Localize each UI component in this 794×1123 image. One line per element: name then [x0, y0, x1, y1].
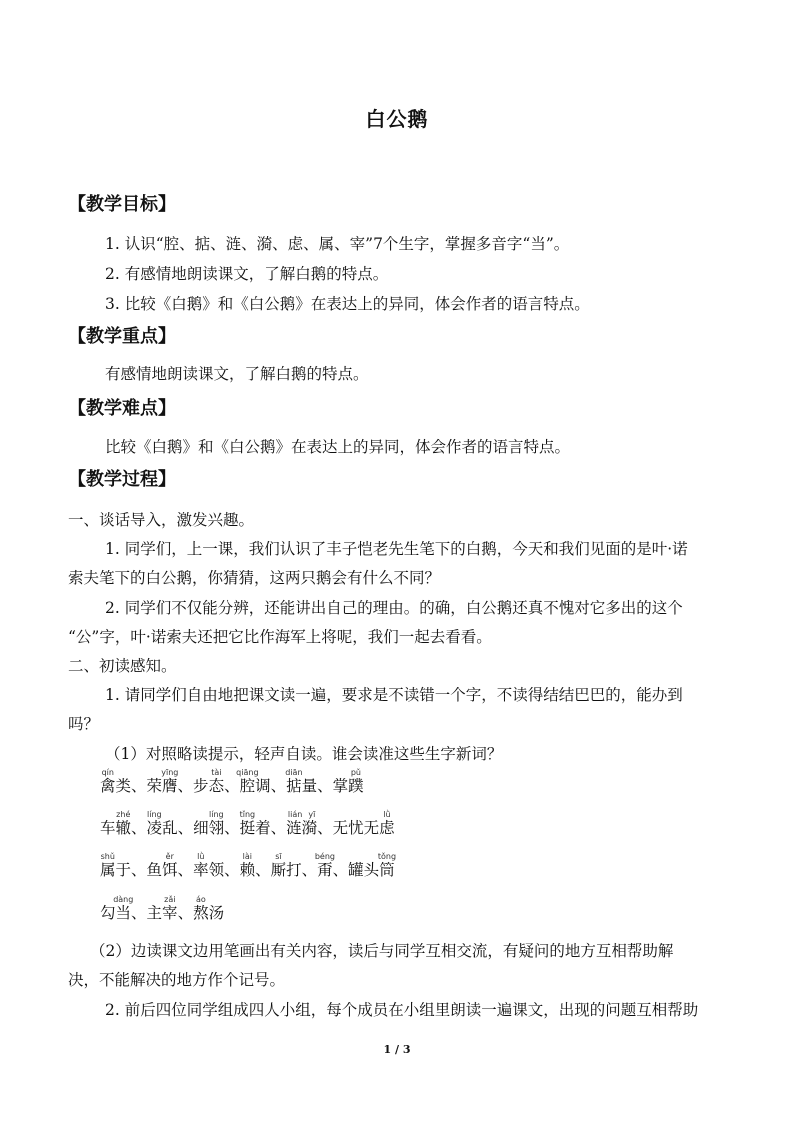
- vocab-word: 态tài: [208, 768, 225, 795]
- vocab-text: 汤: [208, 904, 225, 922]
- vocab-word: 虑lǜ: [379, 810, 395, 837]
- vocab-word: 属shǔ: [100, 852, 116, 879]
- pinyin-annotation: tǐng: [239, 810, 256, 819]
- p5-line1: （2）边读课文边用笔画出有关内容，读后与同学互相交流，有疑问的地方互相帮助解: [90, 942, 674, 960]
- vocab-word: 厮sī: [270, 852, 287, 879]
- pinyin-annotation: diān: [285, 768, 303, 777]
- vocab-text: 、: [177, 861, 194, 879]
- pinyin-annotation: ěr: [162, 852, 178, 861]
- vocab-text: 于、鱼: [115, 861, 163, 879]
- heading-difficulty: 【教学难点】: [68, 398, 176, 419]
- pinyin-annotation: tǒng: [377, 852, 397, 861]
- pinyin-annotation: tài: [208, 768, 225, 777]
- vocab-text: 车: [100, 819, 116, 837]
- vocab-text: 、: [224, 819, 240, 837]
- vocab-text: 调、: [255, 777, 287, 795]
- vocab-word: 翎líng: [208, 810, 225, 837]
- pinyin-annotation: dàng: [113, 895, 134, 904]
- heading-goals: 【教学目标】: [68, 194, 176, 215]
- vocab-text: 、: [224, 777, 240, 795]
- page-title: 白公鹅: [365, 107, 429, 131]
- pinyin-annotation: shǔ: [100, 852, 116, 861]
- vocab-word: 蹼pǔ: [348, 768, 364, 795]
- p2-line2: “公”字，叶·诺索夫还把它比作海军上将呢，我们一起去看看。: [68, 628, 492, 646]
- heading-focus: 【教学重点】: [68, 326, 176, 347]
- pinyin-annotation: yīng: [161, 768, 179, 777]
- pinyin-annotation: lài: [239, 852, 256, 861]
- vocab-word: 掂diān: [285, 768, 303, 795]
- part2-title: 二、初读感知。: [68, 657, 177, 675]
- vocab-text: 领、: [208, 861, 240, 879]
- goal-item-3: 3. 比较《白鹅》和《白公鹅》在表达上的异同，体会作者的语言特点。: [105, 295, 590, 313]
- vocab-word: 涟漪lián yī: [286, 810, 318, 837]
- vocab-text: 量、掌: [301, 777, 349, 795]
- pinyin-annotation: béng: [314, 852, 335, 861]
- p1-line2: 索夫笔下的白公鹅，你猜猜，这两只鹅会有什么不同？: [68, 569, 441, 587]
- part1-title: 一、谈话导入，激发兴趣。: [68, 511, 255, 529]
- vocab-word: 膺yīng: [161, 768, 179, 795]
- vocab-text: 、: [177, 904, 194, 922]
- vocab-word: 禽qín: [100, 768, 116, 795]
- vocab-text: 、: [131, 819, 147, 837]
- vocab-text: 乱、细: [162, 819, 209, 837]
- vocab-row-3: [100, 852, 396, 880]
- goal-item-2: 2. 有感情地朗读课文，了解白鹅的特点。: [105, 265, 389, 283]
- pinyin-annotation: sī: [270, 852, 287, 861]
- p3-line2: 吗？: [68, 715, 100, 733]
- pinyin-annotation: qín: [100, 768, 116, 777]
- vocab-row-2: [100, 810, 395, 838]
- vocab-text: 、: [255, 861, 271, 879]
- pinyin-annotation: zhé: [115, 810, 132, 819]
- vocab-text: 、主: [131, 904, 163, 922]
- vocab-word: 率lǜ: [193, 852, 209, 879]
- vocab-row-4: [100, 895, 224, 923]
- vocab-text: 打、: [286, 861, 318, 879]
- vocab-text: 、步: [177, 777, 209, 795]
- pinyin-annotation: lián yī: [286, 810, 318, 819]
- pinyin-annotation: líng: [146, 810, 163, 819]
- pinyin-annotation: lǜ: [379, 810, 395, 819]
- vocab-text: 勾: [100, 904, 116, 922]
- difficulty-text: 比较《白鹅》和《白公鹅》在表达上的异同，体会作者的语言特点。: [105, 438, 571, 456]
- p3-line1: 1. 请同学们自由地把课文读一遍，要求是不读错一个字，不读得结结巴巴的，能办到: [105, 686, 683, 704]
- vocab-word: 辙zhé: [115, 810, 132, 837]
- vocab-word: 熬áo: [193, 895, 209, 922]
- vocab-text: 着、: [255, 819, 287, 837]
- vocab-text: 、罐头: [332, 861, 380, 879]
- pinyin-annotation: zǎi: [162, 895, 178, 904]
- focus-text: 有感情地朗读课文，了解白鹅的特点。: [105, 365, 369, 383]
- p5-line2: 决，不能解决的地方作个记号。: [68, 971, 286, 989]
- p2-line1: 2. 同学们不仅能分辨，还能讲出自己的理由。的确，白公鹅还真不愧对它多出的这个: [105, 599, 683, 617]
- goal-item-1: 1. 认识“腔、掂、涟、漪、虑、属、宰”7个生字，掌握多音字“当”。: [105, 235, 570, 253]
- vocab-word: 筒tǒng: [377, 852, 397, 879]
- vocab-word: 赖lài: [239, 852, 256, 879]
- vocab-word: 腔qiāng: [236, 768, 259, 795]
- vocab-text: 、无忧无: [317, 819, 380, 837]
- vocab-word: 饵ěr: [162, 852, 178, 879]
- p4-text: （1）对照略读提示，轻声自读。谁会读准这些生字新词？: [105, 745, 503, 763]
- page-number: 1 / 3: [383, 1043, 411, 1056]
- p1-line1: 1. 同学们，上一课，我们认识了丰子恺老先生笔下的白鹅，今天和我们见面的是叶·诺: [105, 540, 688, 558]
- vocab-word: 甭béng: [314, 852, 335, 879]
- pinyin-annotation: áo: [193, 895, 209, 904]
- pinyin-annotation: qiāng: [236, 768, 259, 777]
- pinyin-annotation: lǜ: [193, 852, 209, 861]
- p6-line1: 2. 前后四位同学组成四人小组，每个成员在小组里朗读一遍课文，出现的问题互相帮助: [105, 1001, 699, 1019]
- pinyin-annotation: líng: [208, 810, 225, 819]
- pinyin-annotation: pǔ: [348, 768, 364, 777]
- vocab-word: 挺tǐng: [239, 810, 256, 837]
- vocab-row-1: [100, 768, 364, 796]
- heading-process: 【教学过程】: [68, 469, 176, 490]
- vocab-word: 宰zǎi: [162, 895, 178, 922]
- vocab-word: 凌líng: [146, 810, 163, 837]
- vocab-word: 当dàng: [113, 895, 134, 922]
- vocab-text: 类、荣: [115, 777, 163, 795]
